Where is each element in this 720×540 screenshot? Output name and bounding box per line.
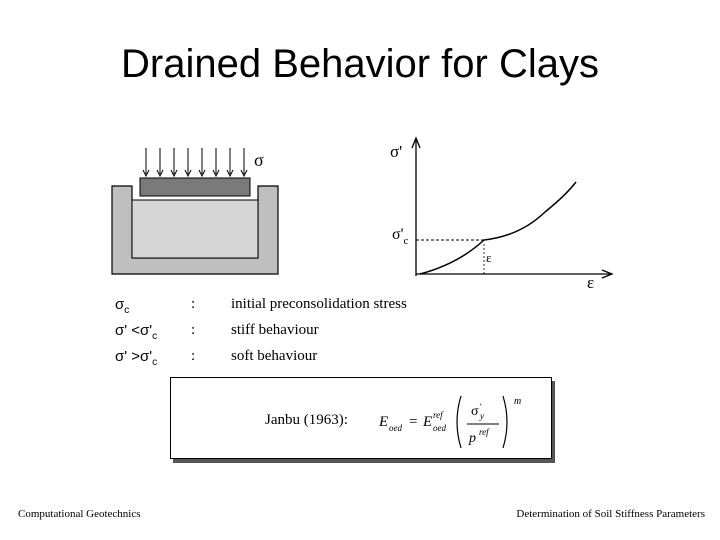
legend-row-stiff [115, 322, 435, 348]
curve-point-label: ε [486, 250, 492, 265]
legend-colon: : [191, 348, 196, 364]
formula-lhs-main: E [379, 414, 389, 430]
compression-curve [420, 182, 576, 274]
sample-sigma-label: σ [254, 150, 264, 170]
formula-numerator-sup: ' [480, 402, 482, 412]
legend-list [115, 296, 435, 374]
janbu-label: Janbu (1963): [265, 412, 348, 428]
formula-rhs-sub: oed [433, 423, 446, 433]
legend-description: stiff behaviour [231, 322, 319, 338]
legend-symbol: $\sigma' <\sigma'_c$ [115, 322, 158, 342]
formula-rhs-sup: ref [433, 410, 443, 420]
legend-symbol: $\sigma' >\sigma'_c$ [115, 348, 158, 368]
formula-equals: = [409, 414, 418, 430]
formula-denominator-sup: ref [479, 427, 489, 437]
formula-left-paren [457, 396, 461, 448]
formula-right-paren [503, 396, 507, 448]
formula-numerator-sub: y [480, 411, 484, 421]
legend-colon: : [191, 296, 196, 312]
formula-lhs-sub: oed [389, 423, 402, 433]
formula-denominator-main: p [469, 431, 476, 446]
formula-exponent: m [514, 396, 522, 407]
slide-title: Drained Behavior for Clays [121, 42, 599, 86]
graph-y-axis-label: σ' [390, 142, 403, 161]
janbu-formula [379, 382, 549, 454]
stress-strain-graph [390, 138, 612, 292]
legend-colon: : [191, 322, 196, 338]
formula-rhs-main: E [423, 414, 433, 430]
legend-symbol: $\sigma_c$ [115, 296, 130, 316]
formula-numerator-main: σ [471, 404, 479, 419]
load-arrows [143, 148, 247, 176]
oedometer-sample-diagram [112, 148, 278, 274]
footer-right-text: Determination of Soil Stiffness Parameters [516, 508, 705, 520]
footer-left-text: Computational Geotechnics [18, 508, 141, 520]
legend-row-soft [115, 348, 435, 374]
legend-row-preconsolidation [115, 296, 435, 322]
graph-x-axis-label: ε [587, 273, 595, 292]
legend-description: soft behaviour [231, 348, 318, 364]
yield-stress-label: $\sigma'_c$ [392, 226, 409, 247]
legend-description: initial preconsolidation stress [231, 296, 407, 312]
janbu-formula-box [170, 377, 552, 459]
